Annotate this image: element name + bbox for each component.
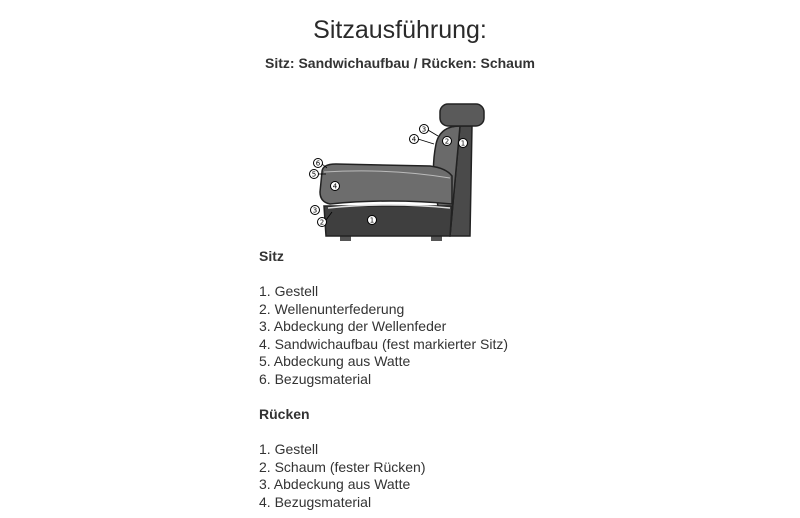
list-item: 6. Bezugsmaterial bbox=[259, 370, 372, 387]
callout-backrest-4-label: 4 bbox=[411, 135, 417, 144]
list-item: 2. Wellenunterfederung bbox=[259, 300, 405, 317]
callout-seat-2-label: 2 bbox=[319, 218, 325, 227]
backrest-components-list bbox=[259, 441, 619, 511]
callout-seat-5-label: 5 bbox=[311, 170, 317, 179]
seat-cushion bbox=[320, 164, 452, 204]
callout-seat-3-label: 3 bbox=[312, 206, 318, 215]
seat-cross-section-diagram bbox=[300, 96, 505, 248]
callout-seat-4-label: 4 bbox=[332, 182, 338, 191]
callout-backrest-2-label: 2 bbox=[444, 137, 450, 146]
seat-section bbox=[259, 247, 619, 389]
backrest-section-heading: Rücken bbox=[259, 406, 310, 422]
list-item: 4. Sandwichaufbau (fest markierter Sitz) bbox=[259, 335, 508, 352]
callout-backrest-1-label: 1 bbox=[460, 139, 466, 148]
page-title: Sitzausführung: bbox=[313, 16, 487, 44]
headrest bbox=[440, 104, 484, 126]
list-item: 1. Gestell bbox=[259, 283, 319, 299]
backrest-section bbox=[259, 405, 619, 511]
callout-seat-6-label: 6 bbox=[315, 159, 321, 168]
seat-components-list bbox=[259, 283, 619, 389]
list-item: 3. Abdeckung aus Watte bbox=[259, 476, 411, 493]
list-item: 5. Abdeckung aus Watte bbox=[259, 353, 411, 370]
callout-seat-1-label: 1 bbox=[369, 216, 375, 225]
seat-section-heading: Sitz bbox=[259, 248, 284, 264]
seat-base bbox=[324, 206, 452, 236]
list-item: 4. Bezugsmaterial bbox=[259, 493, 372, 510]
list-item: 1. Gestell bbox=[259, 441, 319, 457]
page-subtitle: Sitz: Sandwichaufbau / Rücken: Schaum bbox=[265, 55, 535, 71]
callout-backrest-3-label: 3 bbox=[421, 125, 427, 134]
list-item: 2. Schaum (fester Rücken) bbox=[259, 458, 426, 475]
list-item: 3. Abdeckung der Wellenfeder bbox=[259, 318, 447, 335]
